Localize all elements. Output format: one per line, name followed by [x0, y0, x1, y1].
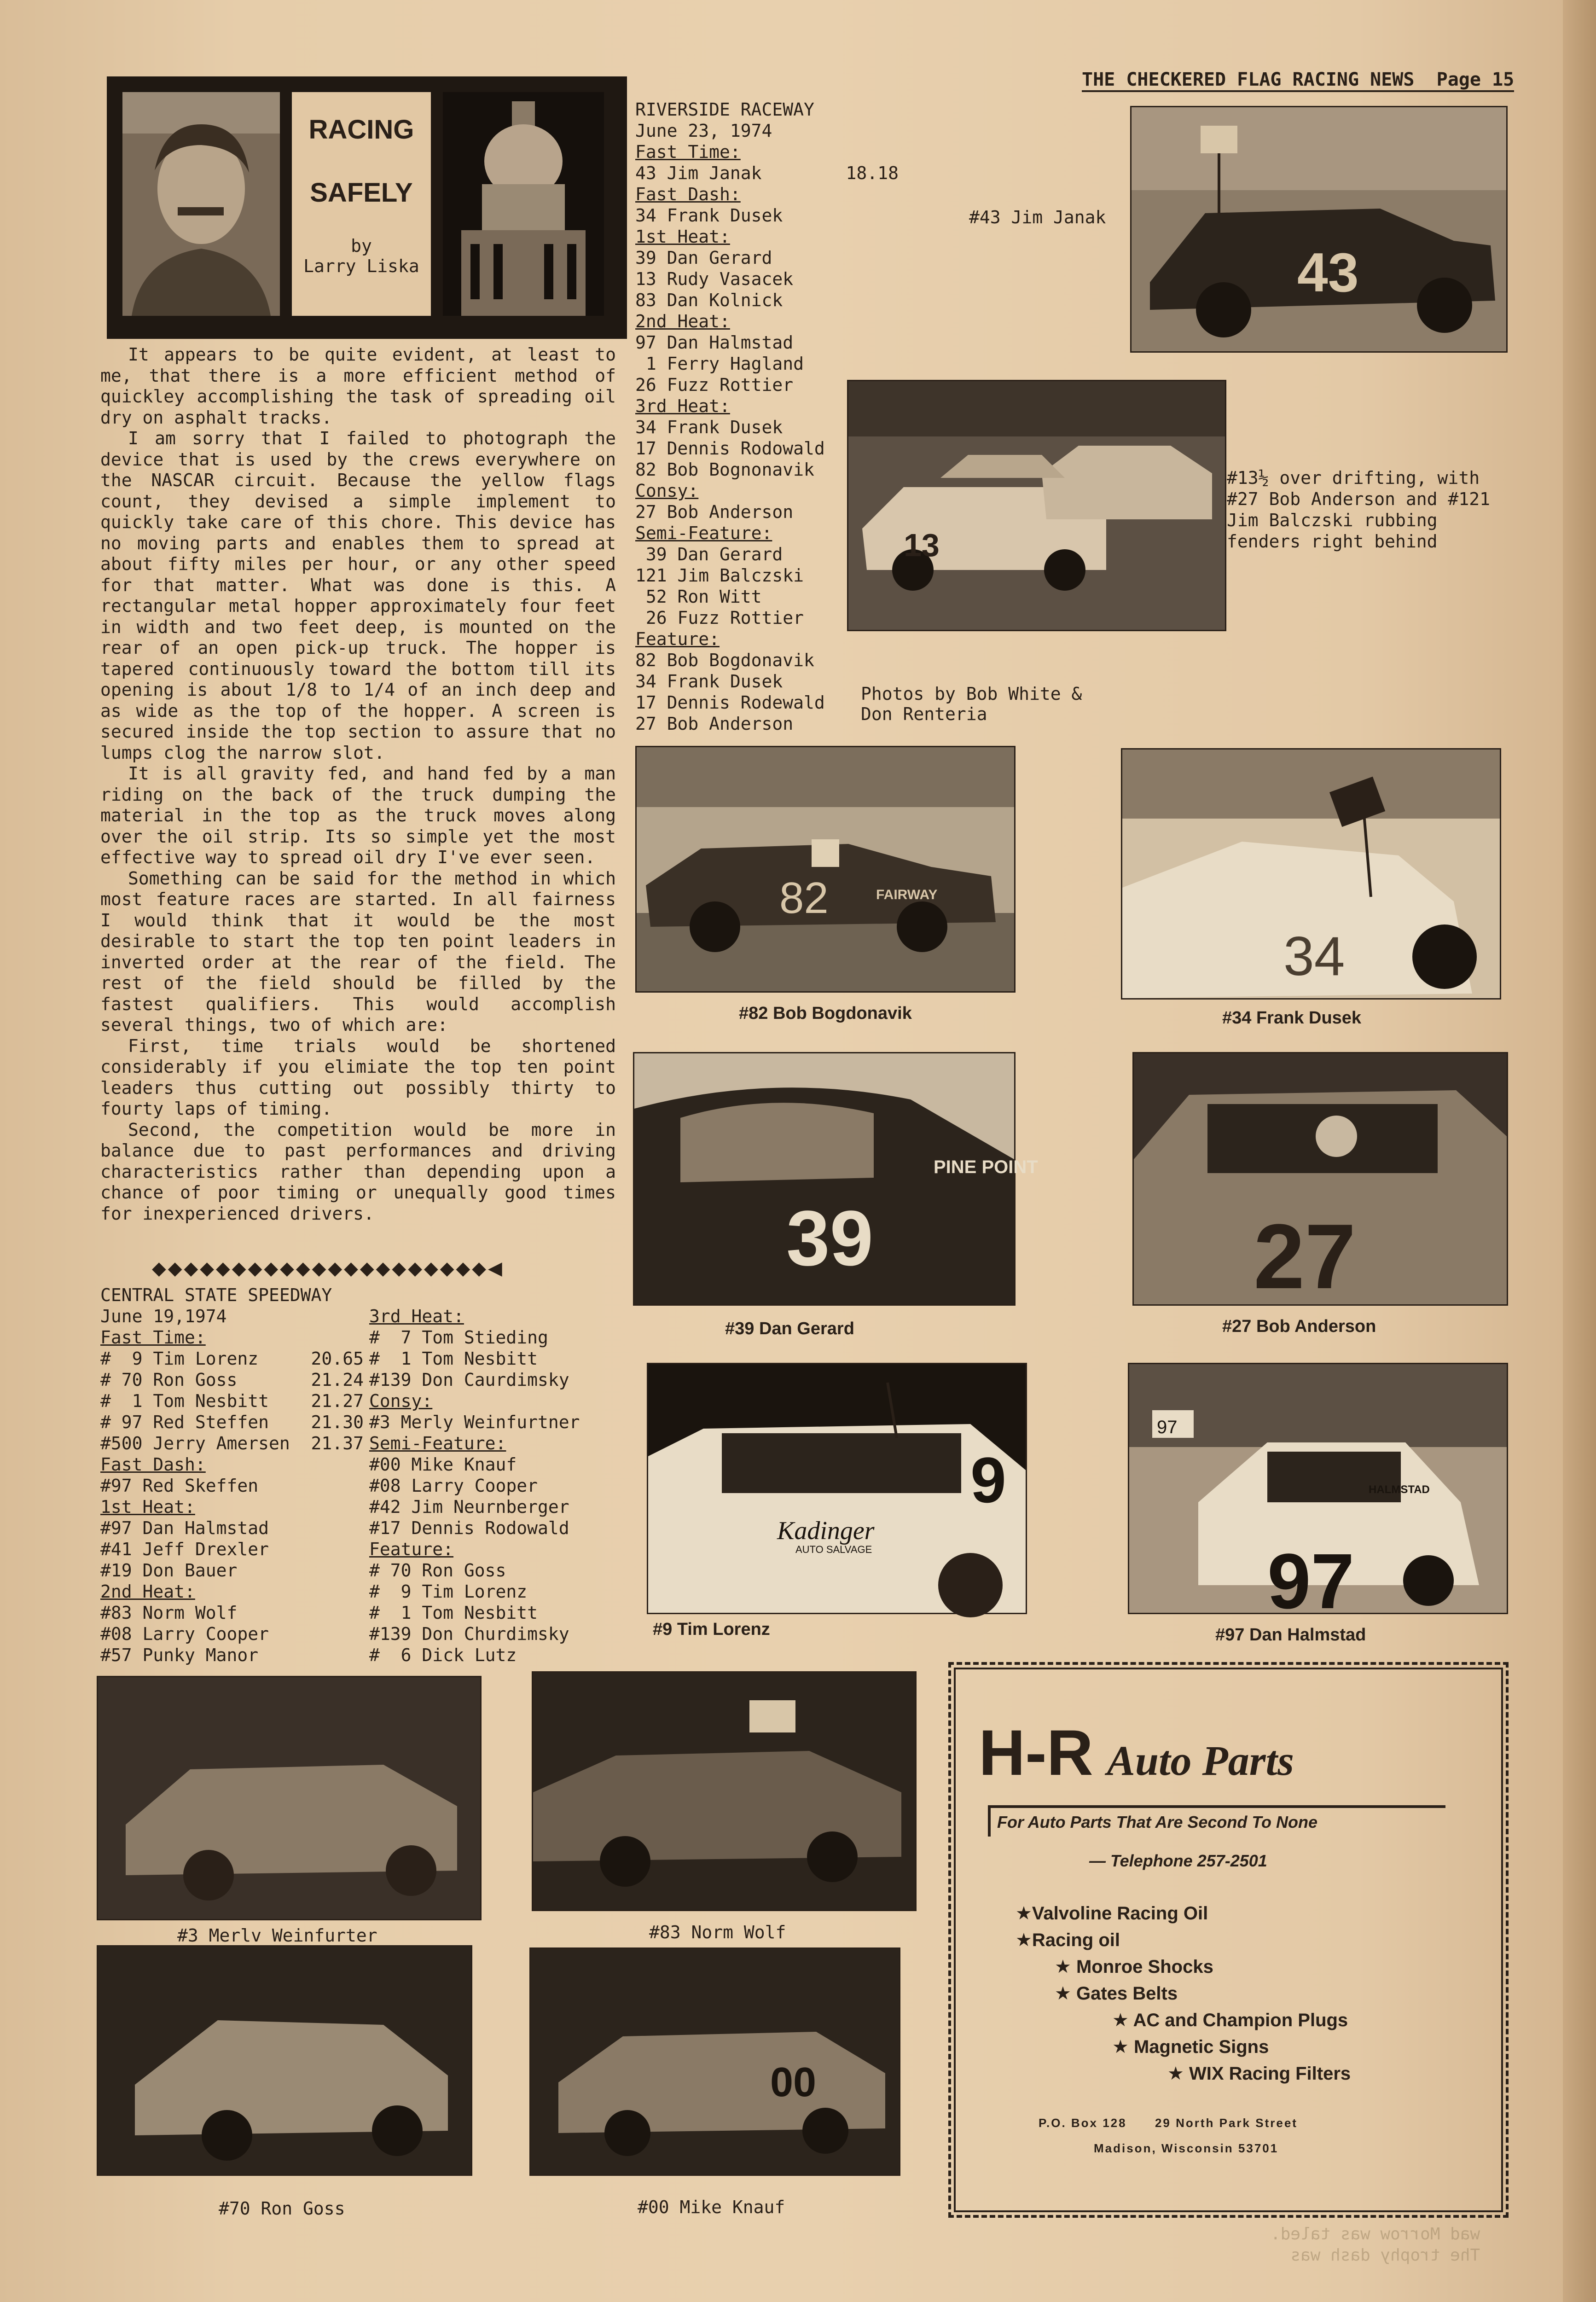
- results-line: 39 Dan Gerard: [635, 544, 783, 564]
- caption-drifting: [1227, 467, 1490, 552]
- photo-9-tim-lorenz: [647, 1363, 1027, 1614]
- results-line: # 1 Tom Nesbitt: [369, 1603, 538, 1623]
- ad-item-label: Monroe Shocks: [1076, 1957, 1213, 1977]
- car-number: 82: [779, 873, 829, 923]
- results-heading: Feature:: [369, 1539, 454, 1559]
- caption-tim-lorenz: #9 Tim Lorenz: [653, 1620, 770, 1639]
- column-title-racing: RACING: [308, 115, 414, 145]
- results-line: #97 Dan Halmstad: [100, 1518, 269, 1538]
- results-heading: Fast Time:: [635, 142, 741, 162]
- results-line: 26 Fuzz Rottier: [635, 375, 794, 395]
- ad-item: [1055, 1980, 1178, 2007]
- results-heading: Semi-Feature:: [369, 1433, 506, 1453]
- article-paragraph: Something can be said for the method in which most feature races are started. In all fairness I would think that it would be the most desirable to start the top ten point leaders in inverted order at the rear of the field. The rest of the field should be filled by the fastest qualifiers. This would accomplish several things, two of which are:: [100, 868, 616, 1035]
- results-line: #42 Jim Neurnberger: [369, 1497, 569, 1517]
- ad-item-label: Racing oil: [1032, 1930, 1120, 1950]
- photo-3-merly-weinfurter: [97, 1676, 482, 1920]
- ad-address-line2: Madison, Wisconsin 53701: [1094, 2141, 1279, 2155]
- photo-39-dan-gerard: [633, 1052, 1038, 1306]
- ad-item: [1016, 1900, 1208, 1927]
- ad-item-label: WIX Racing Filters: [1189, 2064, 1351, 2084]
- caption-line: #27 Bob Anderson and #121: [1227, 489, 1490, 509]
- caption-ron-goss: #70 Ron Goss: [219, 2198, 345, 2219]
- hr-auto-parts-ad: [948, 1662, 1509, 2218]
- photo-credit: [861, 684, 1082, 724]
- results-line: 34 Frank Dusek: [635, 671, 783, 692]
- column-title-safely: SAFELY: [310, 178, 413, 208]
- car-number: 97: [1267, 1538, 1355, 1625]
- results-line: #83 Norm Wolf: [100, 1603, 238, 1623]
- article-paragraph: It appears to be quite evident, at least to me, that there is a more efficient method of quickley accomplishing the task of spreading oil dry on asphalt tracks.: [100, 344, 616, 428]
- caption-frank-dusek: #34 Frank Dusek: [1222, 1008, 1362, 1028]
- car-number: 13: [904, 527, 940, 563]
- results-heading: 3rd Heat:: [635, 396, 730, 416]
- star-icon: ★: [1167, 2064, 1189, 2084]
- results-heading: Consy:: [635, 481, 699, 501]
- results-line: 17 Dennis Rodewald: [635, 692, 825, 713]
- results-line: June 23, 1974: [635, 121, 772, 141]
- results-line: # 9 Tim Lorenz: [369, 1581, 528, 1602]
- bleed-line: wad Morrow was taled.: [1271, 2225, 1480, 2244]
- results-line: 39 Dan Gerard: [635, 248, 772, 268]
- car-sponsor: FAIRWAY: [876, 887, 938, 902]
- results-heading: Feature:: [635, 629, 720, 649]
- results-line: June 19,1974: [100, 1306, 227, 1326]
- page-header: [1082, 69, 1514, 92]
- ad-address-line1: P.O. Box 128 29 North Park Street: [1039, 2116, 1298, 2130]
- star-icon: ★: [1016, 1903, 1032, 1924]
- results-line: # 1 Tom Nesbitt: [369, 1349, 538, 1369]
- caption-bob-bogdonavik: #82 Bob Bogdonavik: [739, 1004, 912, 1023]
- ad-item: [1167, 2060, 1351, 2087]
- results-line: 27 Bob Anderson: [635, 714, 794, 734]
- caption-dan-halmstad: #97 Dan Halmstad: [1215, 1625, 1366, 1645]
- car-number: 39: [786, 1195, 874, 1282]
- photo-70-ron-goss: [97, 1945, 472, 2176]
- results-line: #139 Don Caurdimsky: [369, 1370, 569, 1390]
- article-paragraph: I am sorry that I failed to photograph the device that is used by the crews everywhere on the NASCAR circuit. Because the yellow flags count, they devised a simple implement to quickly take care of this chore. This device has no moving parts and enables them to spread at about fifty miles per hour, or any other speed for that matter. What was done is this. A rectangular metal hopper approximately four feet in width and two feet deep, is mounted on the rear of an open pick-up truck. The hopper is tapered continuously toward the bottom till its opening is about 1/8 to 1/4 of an inch deep and as wide as the top of the hopper. A screen is secured inside the top section to assure that no lumps clog the narrow slot.: [100, 428, 616, 763]
- caption-jim-janak: #43 Jim Janak: [969, 207, 1106, 227]
- results-line: 26 Fuzz Rottier: [635, 608, 804, 628]
- author-photo: [122, 92, 280, 316]
- results-heading: 1st Heat:: [635, 227, 730, 247]
- ad-brand: [979, 1715, 1294, 1790]
- article-paragraph: It is all gravity fed, and hand fed by a man riding on the back of the truck dumping the material in the top as the truck moves along over the oil strip. Its so simple yet the most effective way to spread oil dry I've ever seen.: [100, 763, 616, 867]
- results-line: 82 Bob Bogdonavik: [635, 650, 814, 670]
- star-icon: ★: [1112, 2010, 1133, 2030]
- results-line: 121 Jim Balczski: [635, 565, 804, 586]
- results-line: #17 Dennis Rodowald: [369, 1518, 569, 1538]
- results-heading: 2nd Heat:: [635, 311, 730, 331]
- results-heading: Semi-Feature:: [635, 523, 772, 543]
- results-line: 52 Ron Witt: [635, 587, 762, 607]
- results-line: 27 Bob Anderson: [635, 502, 794, 522]
- car-sponsor: Kadinger: [777, 1517, 875, 1545]
- bleed-line: The trophy dash was: [1290, 2246, 1480, 2265]
- results-line: # 6 Dick Lutz: [369, 1645, 517, 1665]
- ad-item-label: Gates Belts: [1076, 1983, 1178, 2004]
- credit-line: Photos by Bob White &: [861, 684, 1082, 704]
- caption-bob-anderson: #27 Bob Anderson: [1222, 1317, 1376, 1336]
- results-line: 83 Dan Kolnick: [635, 290, 783, 310]
- results-line: # 97 Red Steffen 21.30: [100, 1412, 364, 1432]
- car-sponsor-sub: AUTO SALVAGE: [795, 1544, 872, 1555]
- photo-82-bob-bogdonavik: [635, 746, 1016, 993]
- photo-00-mike-knauf: [529, 1947, 900, 2176]
- ad-brand-auto-parts: Auto Parts: [1107, 1737, 1294, 1784]
- caption-norm-wolf: #83 Norm Wolf: [649, 1922, 786, 1942]
- results-heading: Fast Dash:: [635, 184, 741, 204]
- results-line: RIVERSIDE RACEWAY: [635, 99, 814, 120]
- column-author: Larry Liska: [303, 256, 419, 276]
- ad-item-label: Magnetic Signs: [1133, 2037, 1269, 2057]
- car-number: 34: [1283, 925, 1345, 987]
- column-title-panel: [292, 92, 431, 316]
- ad-item: [1112, 2006, 1348, 2034]
- photo-97-dan-halmstad: [1128, 1363, 1508, 1625]
- results-line: 43 Jim Janak 18.18: [635, 163, 899, 183]
- results-line: #500 Jerry Amersen 21.37: [100, 1433, 364, 1453]
- photo-83-norm-wolf: [532, 1671, 917, 1911]
- results-line: # 70 Ron Goss 21.24: [100, 1370, 364, 1390]
- results-line: #00 Mike Knauf: [369, 1454, 517, 1475]
- photo-34-frank-dusek: [1121, 748, 1501, 1000]
- results-line: # 7 Tom Stieding: [369, 1327, 548, 1348]
- results-heading: Fast Time:: [100, 1327, 206, 1348]
- car-sponsor: PINE POINT: [934, 1157, 1038, 1177]
- results-line: #97 Red Skeffen: [100, 1476, 259, 1496]
- results-line: #41 Jeff Drexler: [100, 1539, 269, 1559]
- central-state-results-left: [100, 1285, 364, 1666]
- credit-line: Don Renteria: [861, 704, 987, 724]
- results-line: #57 Punky Manor: [100, 1645, 259, 1665]
- results-heading: 3rd Heat:: [369, 1306, 464, 1326]
- car-number: 43: [1297, 242, 1359, 303]
- article-body: [100, 344, 616, 1224]
- results-line: CENTRAL STATE SPEEDWAY: [100, 1285, 332, 1305]
- star-icon: ★: [1055, 1957, 1076, 1977]
- results-heading: 2nd Heat:: [100, 1581, 195, 1602]
- results-line: #3 Merly Weinfurtner: [369, 1412, 580, 1432]
- caption-line: fenders right behind: [1227, 531, 1438, 552]
- star-icon: ★: [1055, 1983, 1076, 2004]
- newspaper-title: THE CHECKERED FLAG RACING NEWS: [1082, 69, 1415, 90]
- bleed-through-text: [1271, 2224, 1480, 2266]
- results-line: # 1 Tom Nesbitt 21.27: [100, 1391, 364, 1411]
- central-state-results-right: [369, 1306, 580, 1666]
- results-line: 34 Frank Dusek: [635, 205, 783, 226]
- car-number: 9: [970, 1444, 1006, 1516]
- capitol-photo: [443, 92, 604, 316]
- star-icon: ★: [1112, 2037, 1134, 2057]
- results-line: # 9 Tim Lorenz 20.65: [100, 1349, 364, 1369]
- article-paragraph: First, time trials would be shortened considerably if you elimiate the top ten point leaders thus cutting out possibly thirty to fourty laps of timing.: [100, 1035, 616, 1119]
- page-fold: [1563, 0, 1596, 2302]
- car-number: 27: [1254, 1205, 1356, 1308]
- caption-merly-weinfurter: #3 Merlv Weinfurter: [177, 1925, 377, 1946]
- ad-item: [1055, 1953, 1213, 1981]
- results-line: 17 Dennis Rodowald: [635, 438, 825, 459]
- results-line: 13 Rudy Vasacek: [635, 269, 794, 289]
- caption-line: Jim Balczski rubbing: [1227, 510, 1438, 530]
- ad-item-label: Valvoline Racing Oil: [1032, 1903, 1208, 1924]
- results-line: 82 Bob Bognonavik: [635, 459, 814, 480]
- car-number: 00: [770, 2059, 817, 2105]
- results-line: #08 Larry Cooper: [100, 1624, 269, 1644]
- results-line: 34 Frank Dusek: [635, 417, 783, 437]
- results-heading: Fast Dash:: [100, 1454, 206, 1475]
- results-line: #08 Larry Cooper: [369, 1476, 538, 1496]
- photo-27-bob-anderson: [1132, 1052, 1508, 1306]
- car-sponsor: HALMSTAD: [1369, 1483, 1430, 1496]
- article-paragraph: Second, the competition would be more in balance due to past performances and driving characteristics rather than depending upon a chance of poor timing or unequally good times for inexperienced drivers.: [100, 1119, 616, 1224]
- photo-43-jim-janak: [1130, 106, 1508, 353]
- caption-dan-gerard: #39 Dan Gerard: [725, 1319, 854, 1338]
- results-line: #19 Don Bauer: [100, 1560, 238, 1581]
- results-line: 1 Ferry Hagland: [635, 354, 804, 374]
- page-number: Page 15: [1436, 69, 1515, 90]
- results-heading: Consy:: [369, 1391, 433, 1411]
- ad-tagline: For Auto Parts That Are Second To None: [988, 1805, 1445, 1837]
- caption-line: #13½ over drifting, with: [1227, 468, 1480, 488]
- caption-mike-knauf: #00 Mike Knauf: [638, 2197, 785, 2217]
- ad-item: [1112, 2033, 1269, 2061]
- results-line: # 70 Ron Goss: [369, 1560, 506, 1581]
- results-heading: 1st Heat:: [100, 1497, 195, 1517]
- diamond-divider: ◆◆◆◆◆◆◆◆◆◆◆◆◆◆◆◆◆◆◆◆◆◀: [152, 1258, 504, 1279]
- ad-item: [1016, 1926, 1120, 1954]
- star-icon: ★: [1016, 1930, 1032, 1950]
- ad-telephone: — Telephone 257-2501: [1089, 1851, 1267, 1870]
- results-line: #139 Don Churdimsky: [369, 1624, 569, 1644]
- results-line: 97 Dan Halmstad: [635, 332, 794, 353]
- track-sign: 97: [1157, 1417, 1178, 1437]
- column-by: by: [351, 236, 372, 256]
- ad-item-label: AC and Champion Plugs: [1133, 2010, 1348, 2030]
- ad-brand-hr: H-R: [979, 1716, 1093, 1789]
- column-header-box: [107, 76, 627, 339]
- photo-13-over-drifting: [847, 380, 1226, 631]
